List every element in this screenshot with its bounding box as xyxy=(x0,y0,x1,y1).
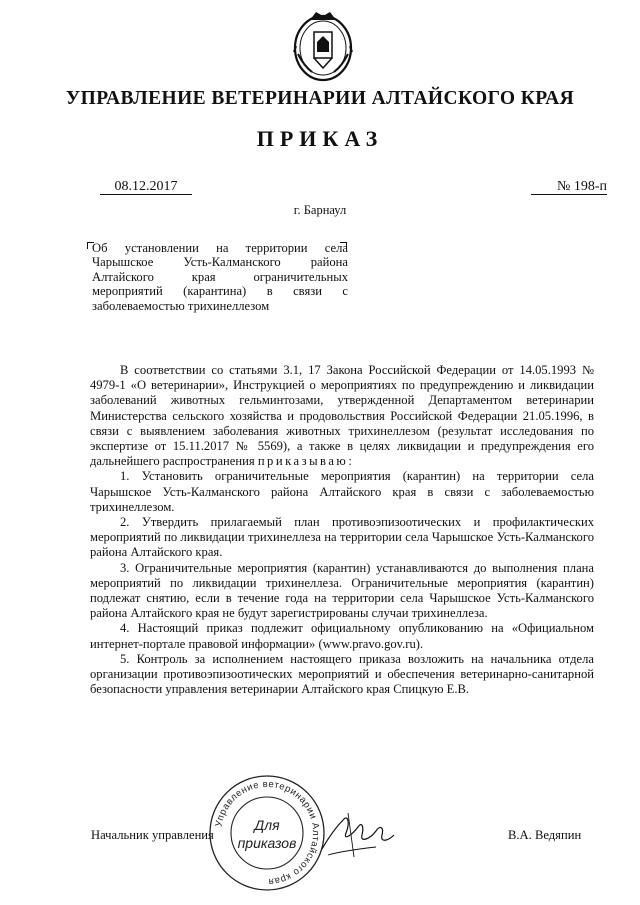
issue-city: г. Барнаул xyxy=(293,203,347,217)
stamp-center-line1: Для xyxy=(254,817,280,833)
order-item: 3. Ограничительные мероприятия (карантин) устанавливаются до выполнения плана мероприятий по ликвидации трихинеллеза. Ограничительные мероприятия (карантин) подлежат снятию, если в течение года на территории села Чарышское Усть-Калманского района Алтайского края не будут зарегистрированы случаи трихинеллеза. xyxy=(90,560,594,621)
order-subject xyxy=(92,241,348,313)
order-item: 1. Установить ограничительные мероприятия (карантин) на территории села Чарышское Усть-Калманского района Алтайского края в связи с заболеваемостью трихинеллезом. xyxy=(90,469,594,514)
order-body xyxy=(90,363,594,697)
order-item: 4. Настоящий приказ подлежит официальному опубликованию на «Официальном интернет-портале правовой информации» (www.pravo.gov.ru). xyxy=(90,621,594,651)
stamp-center-line2: приказов xyxy=(237,835,297,851)
official-stamp xyxy=(207,773,327,893)
signatory-position: Начальник управления xyxy=(91,828,214,842)
order-item: 5. Контроль за исполнением настоящего приказа возложить на начальника отдела организации противоэпизоотических мероприятий и обеспечения ветеринарно-санитарной безопасности управления ветеринарии Алтайского края Спицкую Е.В. xyxy=(90,651,594,697)
coat-of-arms-emblem xyxy=(290,8,356,84)
organization-title: УПРАВЛЕНИЕ ВЕТЕРИНАРИИ АЛТАЙСКОГО КРАЯ xyxy=(65,88,575,109)
handwritten-signature xyxy=(318,805,398,865)
order-number: № 198-п xyxy=(531,179,607,195)
document-type-title: ПРИКАЗ xyxy=(256,126,384,151)
stamp-ring-text: Управление ветеринарии Алтайского края xyxy=(213,778,322,888)
signatory-name: В.А. Ведяпин xyxy=(508,828,582,842)
directive-word: приказываю: xyxy=(257,454,355,469)
order-item: 2. Утвердить прилагаемый план противоэпизоотических и профилактических мероприятий по ликвидации трихинеллеза на территории села Чарышское Усть-Калманского района Алтайского края. xyxy=(90,515,594,560)
preamble-paragraph xyxy=(90,363,594,469)
order-date: 08.12.2017 xyxy=(100,179,192,195)
order-subject-text: Об установлении на территории села Чарышское Усть-Калманского района Алтайского края ограничительных мероприятий (карантина) в связи с заболеваемостью трихинеллезом xyxy=(92,241,348,313)
preamble-text: В соответствии со статьями 3.1, 17 Закона Российской Федерации от 14.05.1993 № 4979-1 «О ветеринарии», Инструкцией о мероприятиях по предупреждению и ликвидации заболеваний животных гельминтозами, утвержденной Департаментом ветеринарии Министерства сельского хозяйства и продовольствия Российской Федерации 21.05.1996, в связи с выявлением заболевания животных трихинеллезом (результат исследования по экспертизе от 15.11.2017 № 5569), а также в целях ликвидации и предупреждения его дальнейшего распространения xyxy=(90,363,594,469)
